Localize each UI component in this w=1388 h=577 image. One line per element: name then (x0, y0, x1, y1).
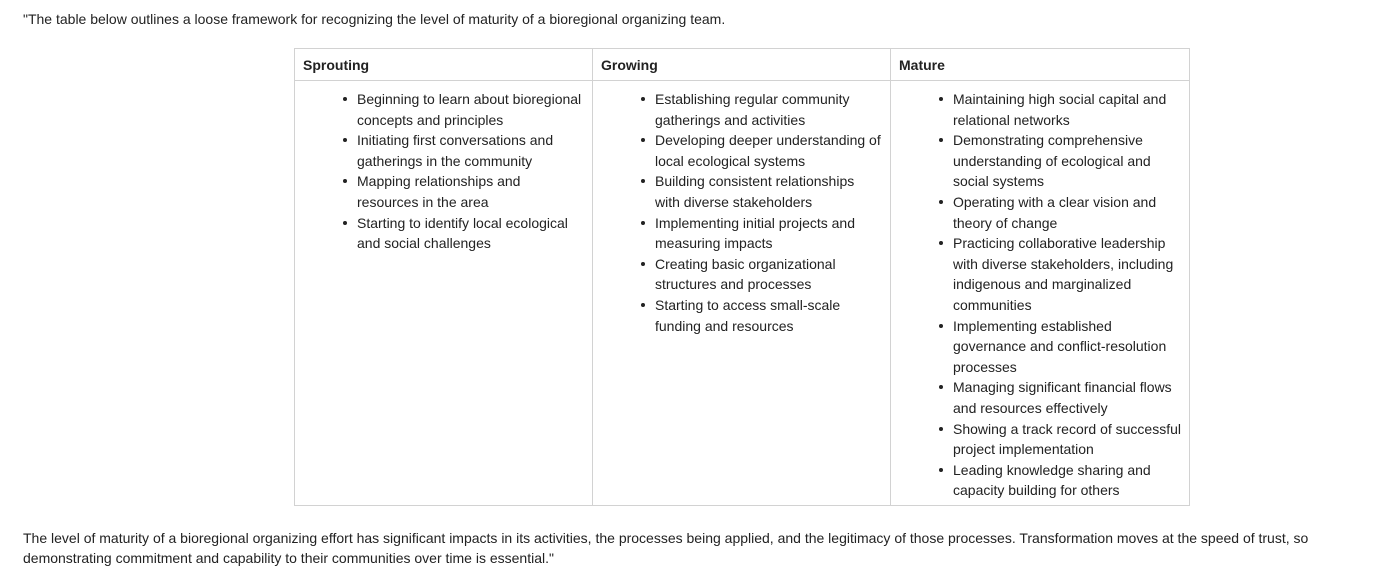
maturity-table (294, 48, 1190, 506)
list-item: Initiating first conversations and gatherings in the community (357, 130, 592, 171)
list-item: Establishing regular community gatherings and activities (655, 89, 890, 130)
list-item: Beginning to learn about bioregional concepts and principles (357, 89, 592, 130)
list-item: Maintaining high social capital and relational networks (953, 89, 1189, 130)
list-item: Starting to identify local ecological and social challenges (357, 213, 592, 254)
sprouting-cell (295, 81, 593, 506)
list-item: Building consistent relationships with diverse stakeholders (655, 171, 890, 212)
list-item: Managing significant financial flows and resources effectively (953, 377, 1189, 418)
mature-cell (891, 81, 1190, 506)
sprouting-list (295, 89, 592, 254)
mature-list (891, 89, 1189, 501)
list-item: Mapping relationships and resources in the area (357, 171, 592, 212)
table-header-row (295, 49, 1190, 81)
header-sprouting: Sprouting (295, 49, 593, 81)
list-item: Developing deeper understanding of local ecological systems (655, 130, 890, 171)
list-item: Showing a track record of successful project implementation (953, 419, 1189, 460)
table-row (295, 81, 1190, 506)
list-item: Creating basic organizational structures and processes (655, 254, 890, 295)
growing-list (593, 89, 890, 336)
list-item: Implementing established governance and conflict-resolution processes (953, 316, 1189, 378)
growing-cell (593, 81, 891, 506)
list-item: Starting to access small-scale funding and resources (655, 295, 890, 336)
header-growing: Growing (593, 49, 891, 81)
conclusion-paragraph: The level of maturity of a bioregional organizing effort has significant impacts in its activities, the processes being applied, and the legitimacy of those processes. Transformation moves at the speed of trust, so demonstrating commitment and capability to their communities over time is essential." (23, 530, 1309, 566)
list-item: Leading knowledge sharing and capacity building for others (953, 460, 1189, 501)
list-item: Operating with a clear vision and theory of change (953, 192, 1189, 233)
intro-paragraph: "The table below outlines a loose framework for recognizing the level of maturity of a bioregional organizing team. (23, 11, 726, 27)
list-item: Practicing collaborative leadership with diverse stakeholders, including indigenous and marginalized communities (953, 233, 1189, 315)
header-mature: Mature (891, 49, 1190, 81)
list-item: Implementing initial projects and measuring impacts (655, 213, 890, 254)
list-item: Demonstrating comprehensive understanding of ecological and social systems (953, 130, 1189, 192)
